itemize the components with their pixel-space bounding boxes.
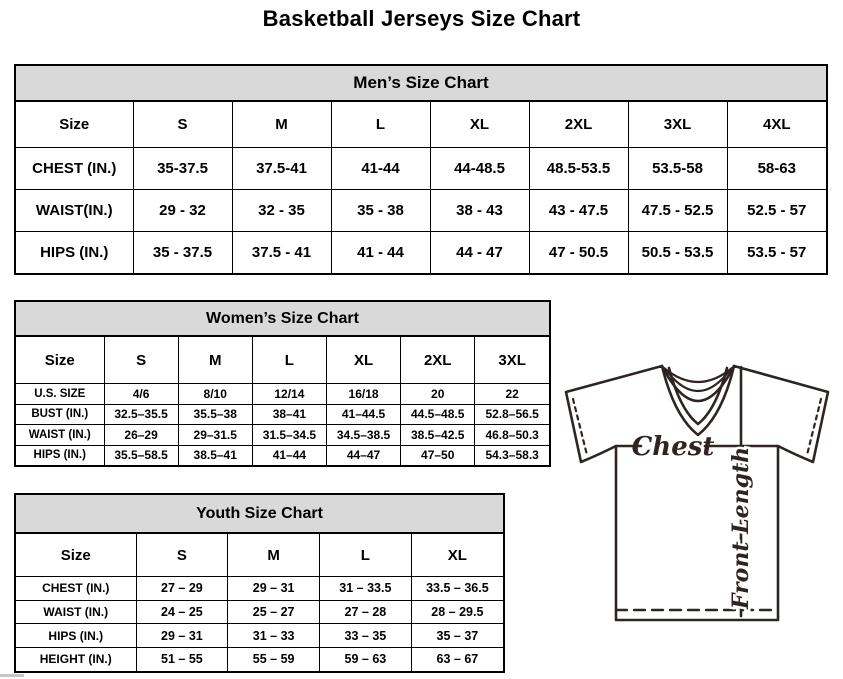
row-label: HIPS (IN.) [16,232,133,274]
value-cell: 53.5 - 57 [727,232,826,274]
mens-size-table [16,102,826,273]
value-cell: 38.5–41 [178,445,252,465]
table-row [16,648,503,671]
value-cell: 12/14 [252,384,326,405]
column-header-3xl: 3XL [475,337,549,384]
value-cell: 31.5–34.5 [252,425,326,446]
youth-size-table [16,534,503,671]
value-cell: 51 – 55 [136,648,228,671]
youth-size-chart [14,493,505,673]
row-label: WAIST(IN.) [16,190,133,232]
value-cell: 35 - 38 [331,190,430,232]
value-cell: 59 – 63 [320,648,412,671]
table-row [16,600,503,624]
value-cell: 41–44 [252,445,326,465]
value-cell: 29 - 32 [133,190,232,232]
value-cell: 37.5 - 41 [232,232,331,274]
value-cell: 20 [401,384,475,405]
value-cell: 33.5 – 36.5 [411,577,503,601]
value-cell: 41-44 [331,148,430,190]
value-cell: 35-37.5 [133,148,232,190]
value-cell: 29 – 31 [228,577,320,601]
size-column-header: Size [16,337,104,384]
row-label: U.S. SIZE [16,384,104,405]
womens-size-table [16,337,549,465]
column-header-xl: XL [411,534,503,577]
column-header-m: M [178,337,252,384]
column-header-m: M [232,102,331,148]
value-cell: 28 – 29.5 [411,600,503,624]
table-row [16,425,549,446]
value-cell: 63 – 67 [411,648,503,671]
jersey-measurement-diagram [552,358,843,630]
value-cell: 41–44.5 [326,404,400,425]
table-row [16,445,549,465]
row-label: HIPS (IN.) [16,445,104,465]
value-cell: 24 – 25 [136,600,228,624]
value-cell: 55 – 59 [228,648,320,671]
row-label: WAIST (IN.) [16,425,104,446]
column-header-xl: XL [326,337,400,384]
column-header-3xl: 3XL [628,102,727,148]
value-cell: 37.5-41 [232,148,331,190]
value-cell: 34.5–38.5 [326,425,400,446]
value-cell: 46.8–50.3 [475,425,549,446]
value-cell: 32.5–35.5 [104,404,178,425]
value-cell: 27 – 28 [320,600,412,624]
partial-element-fragment [0,674,24,677]
value-cell: 25 – 27 [228,600,320,624]
value-cell: 31 – 33.5 [320,577,412,601]
column-header-l: L [320,534,412,577]
row-label: CHEST (IN.) [16,577,136,601]
column-header-2xl: 2XL [401,337,475,384]
womens-chart-title: Women’s Size Chart [16,302,549,337]
table-row [16,404,549,425]
jersey-diagram-svg [552,358,843,630]
chest-label: Chest [631,432,715,462]
column-header-l: L [252,337,326,384]
value-cell: 26–29 [104,425,178,446]
value-cell: 47 - 50.5 [529,232,628,274]
value-cell: 53.5-58 [628,148,727,190]
value-cell: 44-48.5 [430,148,529,190]
table-row [16,577,503,601]
column-header-l: L [331,102,430,148]
value-cell: 54.3–58.3 [475,445,549,465]
column-header-xl: XL [430,102,529,148]
value-cell: 32 - 35 [232,190,331,232]
table-row [16,624,503,648]
youth-chart-title: Youth Size Chart [16,495,503,534]
value-cell: 47–50 [401,445,475,465]
table-row [16,190,826,232]
row-label: HEIGHT (IN.) [16,648,136,671]
value-cell: 38.5–42.5 [401,425,475,446]
column-header-m: M [228,534,320,577]
value-cell: 50.5 - 53.5 [628,232,727,274]
value-cell: 44–47 [326,445,400,465]
front-length-label: Front Length [728,446,754,610]
value-cell: 48.5-53.5 [529,148,628,190]
value-cell: 35 - 37.5 [133,232,232,274]
column-header-s: S [104,337,178,384]
value-cell: 29–31.5 [178,425,252,446]
value-cell: 52.5 - 57 [727,190,826,232]
row-label: BUST (IN.) [16,404,104,425]
table-row [16,232,826,274]
value-cell: 29 – 31 [136,624,228,648]
value-cell: 58-63 [727,148,826,190]
row-label: HIPS (IN.) [16,624,136,648]
column-header-4xl: 4XL [727,102,826,148]
value-cell: 31 – 33 [228,624,320,648]
value-cell: 8/10 [178,384,252,405]
value-cell: 35 – 37 [411,624,503,648]
column-header-2xl: 2XL [529,102,628,148]
value-cell: 35.5–38 [178,404,252,425]
womens-size-chart [14,300,551,467]
row-label: CHEST (IN.) [16,148,133,190]
row-label: WAIST (IN.) [16,600,136,624]
table-row [16,384,549,405]
value-cell: 16/18 [326,384,400,405]
value-cell: 33 – 35 [320,624,412,648]
size-column-header: Size [16,102,133,148]
value-cell: 44 - 47 [430,232,529,274]
value-cell: 41 - 44 [331,232,430,274]
value-cell: 35.5–58.5 [104,445,178,465]
column-header-s: S [136,534,228,577]
value-cell: 52.8–56.5 [475,404,549,425]
mens-chart-title: Men’s Size Chart [16,66,826,102]
value-cell: 44.5–48.5 [401,404,475,425]
jersey-outline [566,366,828,620]
value-cell: 38 - 43 [430,190,529,232]
mens-size-chart [14,64,828,275]
value-cell: 22 [475,384,549,405]
page-title: Basketball Jerseys Size Chart [262,6,581,31]
value-cell: 27 – 29 [136,577,228,601]
value-cell: 47.5 - 52.5 [628,190,727,232]
value-cell: 43 - 47.5 [529,190,628,232]
table-row [16,148,826,190]
column-header-s: S [133,102,232,148]
size-column-header: Size [16,534,136,577]
value-cell: 4/6 [104,384,178,405]
value-cell: 38–41 [252,404,326,425]
